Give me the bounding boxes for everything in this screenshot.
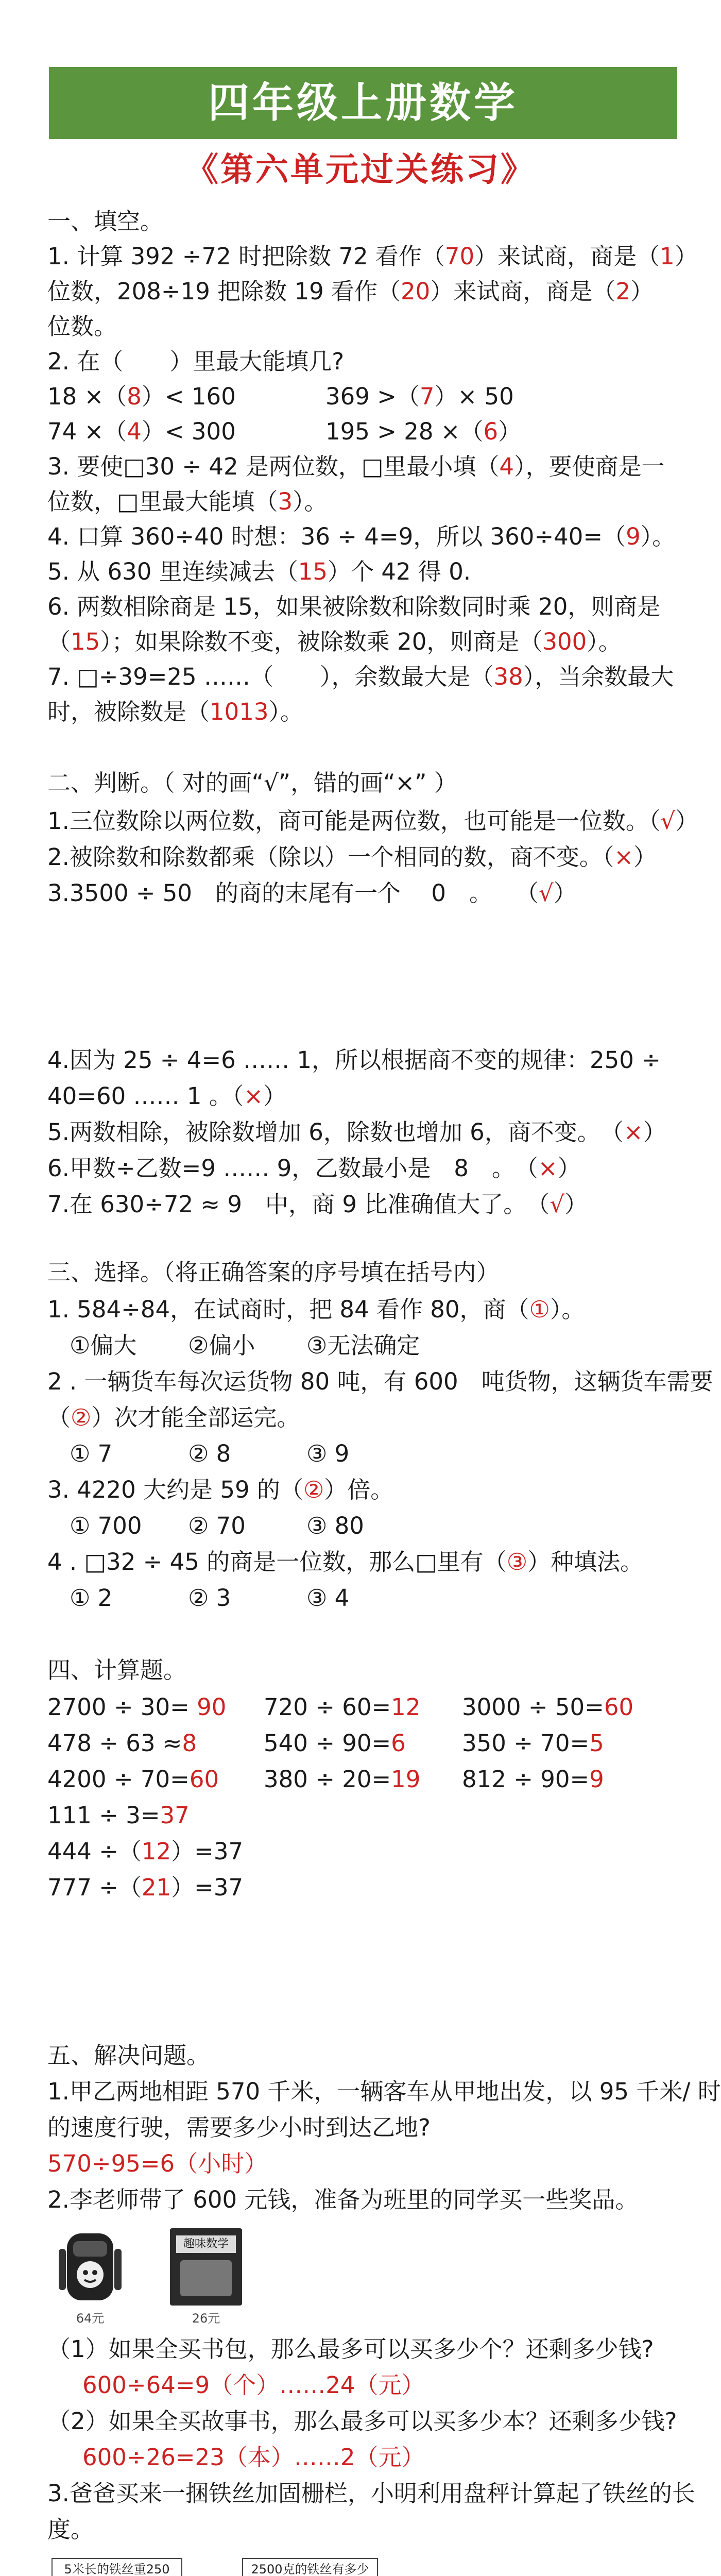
question-line: 位数。 — [47, 313, 117, 340]
answer-line: 600÷26=23（本）……2（元） — [82, 2444, 425, 2471]
question-line: 1. 计算 392 ÷72 时把除数 72 看作（70）来试商，商是（1） — [47, 243, 698, 270]
section-heading-word-problems: 五、解决问题。 — [47, 2042, 210, 2069]
question-line: 2.李老师带了 600 元钱，准备为班里的同学买一些奖品。 — [47, 2186, 639, 2213]
question-line: 2.被除数和除数都乘（除以）一个相同的数，商不变。（×） — [47, 843, 657, 871]
question-line: 3.爸爸买来一捆铁丝加固栅栏，小明利用盘秤计算起了铁丝的长 — [47, 2480, 695, 2507]
question-line: 2 . 一辆货车每次运货物 80 吨，有 600 吨货物，这辆货车需要 — [47, 1368, 713, 1395]
question-line: 位数，208÷19 把除数 19 看作（20）来试商，商是（2） — [47, 278, 654, 305]
question-line: 5. 从 630 里连续减去（15）个 42 得 0. — [47, 558, 471, 585]
storybook-price: 26元 — [192, 2311, 220, 2326]
choice-options: ① 7 ② 8 ③ 9 — [70, 1440, 350, 1467]
question-line: 3. 4220 大约是 59 的（②）倍。 — [47, 1476, 394, 1503]
question-line: 1. 584÷84，在试商时，把 84 看作 80，商（①）。 — [47, 1296, 585, 1323]
question-line: 4 . □32 ÷ 45 的商是一位数，那么□里有（③）种填法。 — [47, 1548, 644, 1575]
calc-row: 444 ÷（12）=37 — [47, 1838, 244, 1865]
question-line: （②）次才能全部运完。 — [47, 1404, 300, 1431]
question-line: 7. □÷39=25 ……（ ），余数最大是（38），当余数最大 — [47, 663, 674, 690]
storybook-title: 趣味数学 — [176, 2235, 236, 2253]
scale-question-box: 2500克的铁丝有多少 — [242, 2558, 378, 2576]
backpack-icon — [52, 2228, 129, 2306]
answer-line: 570÷95=6（小时） — [47, 2150, 268, 2177]
question-line: 度。 — [47, 2516, 94, 2543]
question-line: （2）如果全买故事书，那么最多可以买多少本？还剩多少钱? — [47, 2408, 677, 2435]
question-line: 4. 口算 360÷40 时想：36 ÷ 4=9，所以 360÷40=（9）。 — [47, 523, 676, 550]
choice-options: ①偏大 ②偏小 ③无法确定 — [70, 1332, 420, 1359]
question-line: 74 ×（4）< 300 195 > 28 ×（6） — [47, 418, 522, 445]
calc-row: 777 ÷（21）=37 — [47, 1874, 244, 1901]
calc-row: 4200 ÷ 70=60 380 ÷ 20=19 812 ÷ 90=9 — [47, 1766, 604, 1793]
question-line: 7.在 630÷72 ≈ 9 中，商 9 比准确值大了。 （√） — [47, 1191, 588, 1218]
storybook-icon — [170, 2228, 242, 2306]
section-heading-multiple-choice: 三、选择。（将正确答案的序号填在括号内） — [47, 1259, 500, 1286]
calc-row: 2700 ÷ 30= 90 720 ÷ 60=12 3000 ÷ 50=60 — [47, 1693, 634, 1721]
question-line: 的速度行驶，需要多少小时到达乙地? — [47, 2114, 431, 2141]
question-line: 1.三位数除以两位数，商可能是两位数，也可能是一位数。（√） — [47, 807, 699, 835]
section-heading-true-false: 二、判断。（ 对的画“√”，错的画“×” ） — [47, 769, 457, 796]
answer-line: 600÷64=9（个）……24（元） — [82, 2371, 425, 2399]
question-line: 40=60 …… 1 。（×） — [47, 1082, 287, 1110]
question-line: 位数，□里最大能填（3）。 — [47, 488, 328, 515]
section-heading-fill-blank: 一、填空。 — [47, 208, 164, 235]
calc-row: 111 ÷ 3=37 — [47, 1802, 190, 1829]
page-title: 四年级上册数学 — [49, 67, 677, 139]
question-line: （1）如果全买书包，那么最多可以买多少个？还剩多少钱? — [47, 2335, 654, 2363]
question-line: 3. 要使□30 ÷ 42 是两位数，□里最小填（4），要使商是一 — [47, 453, 665, 480]
question-line: 18 ×（8）< 160 369 >（7）× 50 — [47, 383, 514, 410]
question-line: （15）；如果除数不变，被除数乘 20，则商是（300）。 — [47, 628, 622, 655]
question-line: 2. 在（ ）里最大能填几? — [47, 348, 345, 375]
question-line: 时，被除数是（1013）。 — [47, 698, 304, 725]
calc-row: 478 ÷ 63 ≈8 540 ÷ 90=6 350 ÷ 70=5 — [47, 1730, 604, 1757]
section-heading-calculation: 四、计算题。 — [47, 1656, 187, 1684]
choice-options: ① 2 ② 3 ③ 4 — [70, 1584, 350, 1612]
question-line: 3.3500 ÷ 50 的商的末尾有一个 0 。 （√） — [47, 879, 577, 907]
scale-note-box: 5米长的铁丝重250 — [52, 2558, 182, 2576]
question-line: 4.因为 25 ÷ 4=6 …… 1，所以根据商不变的规律：250 ÷ — [47, 1046, 661, 1074]
backpack-price: 64元 — [76, 2311, 105, 2326]
choice-options: ① 700 ② 70 ③ 80 — [70, 1512, 364, 1539]
question-line: 6.甲数÷乙数=9 …… 9，乙数最小是 8 。 （×） — [47, 1155, 581, 1182]
question-line: 6. 两数相除商是 15，如果被除数和除数同时乘 20，则商是 — [47, 593, 661, 620]
question-line: 1.甲乙两地相距 570 千米，一辆客车从甲地出发，以 95 千米/ 时 — [47, 2078, 721, 2105]
page-subtitle: 《第六单元过关练习》 — [185, 151, 536, 189]
question-line: 5.两数相除，被除数增加 6，除数也增加 6，商不变。 （×） — [47, 1118, 666, 1146]
